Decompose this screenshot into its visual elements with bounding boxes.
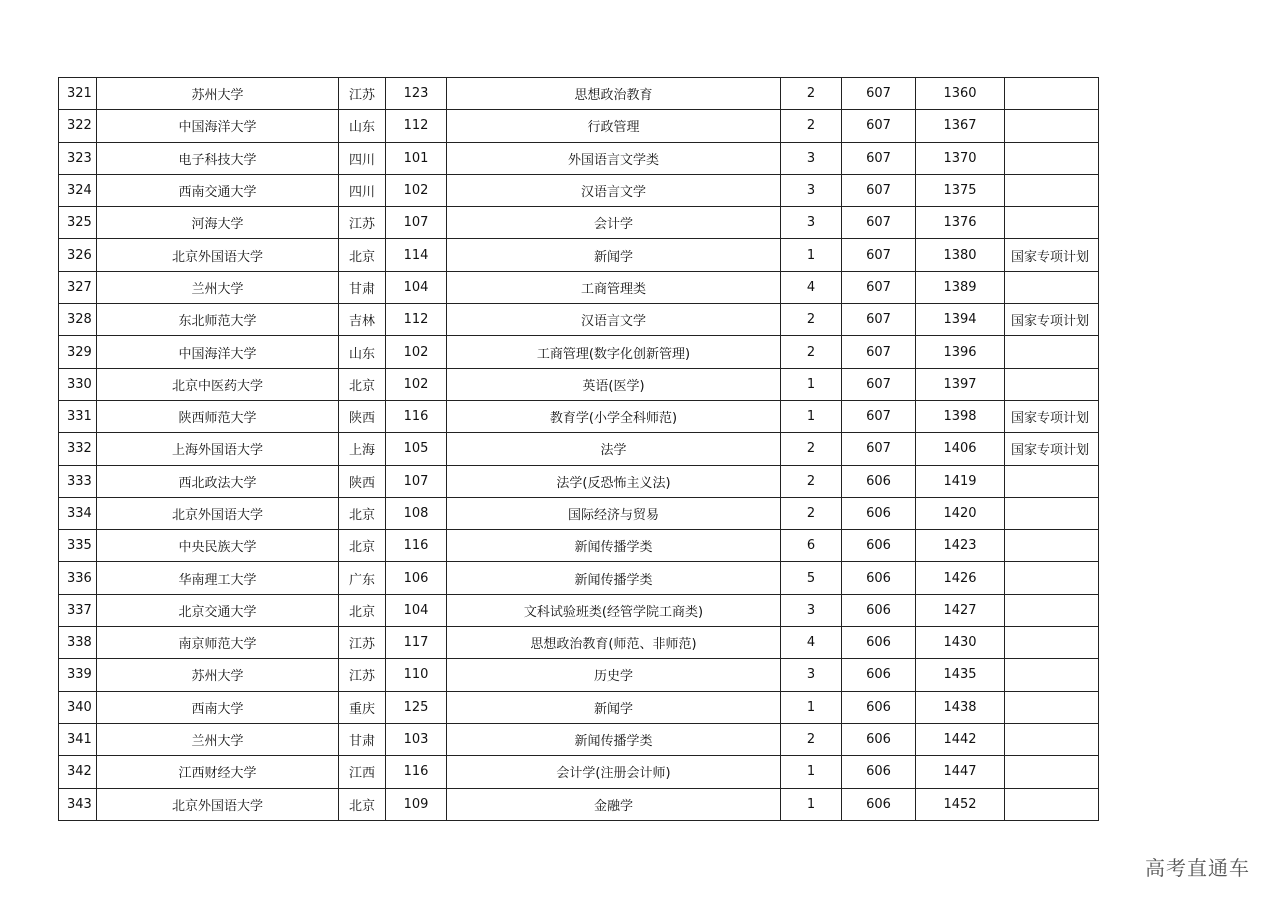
rank-cell: 335 bbox=[59, 530, 97, 562]
major-cell: 行政管理 bbox=[447, 110, 781, 142]
code-cell: 102 bbox=[386, 174, 447, 206]
plan-count-cell: 1 bbox=[781, 691, 842, 723]
rank-cell: 322 bbox=[59, 110, 97, 142]
score-cell: 606 bbox=[842, 627, 916, 659]
code-cell: 116 bbox=[386, 400, 447, 432]
score-cell: 606 bbox=[842, 788, 916, 820]
plan-count-cell: 3 bbox=[781, 174, 842, 206]
university-cell: 上海外国语大学 bbox=[97, 433, 339, 465]
plan-count-cell: 3 bbox=[781, 659, 842, 691]
score-cell: 606 bbox=[842, 594, 916, 626]
note-cell bbox=[1005, 174, 1099, 206]
note-cell: 国家专项计划 bbox=[1005, 304, 1099, 336]
score-cell: 607 bbox=[842, 174, 916, 206]
table-row bbox=[59, 336, 1099, 368]
major-cell: 新闻学 bbox=[447, 239, 781, 271]
rank-cell: 340 bbox=[59, 691, 97, 723]
code-cell: 108 bbox=[386, 497, 447, 529]
position-cell: 1427 bbox=[916, 594, 1005, 626]
table-row bbox=[59, 497, 1099, 529]
table-body bbox=[59, 78, 1099, 821]
university-cell: 中国海洋大学 bbox=[97, 110, 339, 142]
university-cell: 北京外国语大学 bbox=[97, 497, 339, 529]
rank-cell: 333 bbox=[59, 465, 97, 497]
province-cell: 上海 bbox=[339, 433, 386, 465]
rank-cell: 338 bbox=[59, 627, 97, 659]
position-cell: 1442 bbox=[916, 723, 1005, 755]
position-cell: 1397 bbox=[916, 368, 1005, 400]
province-cell: 四川 bbox=[339, 174, 386, 206]
table-row bbox=[59, 756, 1099, 788]
province-cell: 北京 bbox=[339, 239, 386, 271]
code-cell: 107 bbox=[386, 465, 447, 497]
code-cell: 102 bbox=[386, 336, 447, 368]
score-cell: 607 bbox=[842, 400, 916, 432]
note-cell: 国家专项计划 bbox=[1005, 433, 1099, 465]
code-cell: 117 bbox=[386, 627, 447, 659]
university-cell: 西南大学 bbox=[97, 691, 339, 723]
position-cell: 1447 bbox=[916, 756, 1005, 788]
score-cell: 606 bbox=[842, 530, 916, 562]
major-cell: 历史学 bbox=[447, 659, 781, 691]
rank-cell: 341 bbox=[59, 723, 97, 755]
major-cell: 英语(医学) bbox=[447, 368, 781, 400]
plan-count-cell: 2 bbox=[781, 723, 842, 755]
table-row bbox=[59, 142, 1099, 174]
note-cell: 国家专项计划 bbox=[1005, 400, 1099, 432]
position-cell: 1423 bbox=[916, 530, 1005, 562]
code-cell: 104 bbox=[386, 594, 447, 626]
rank-cell: 336 bbox=[59, 562, 97, 594]
university-cell: 苏州大学 bbox=[97, 78, 339, 110]
rank-cell: 323 bbox=[59, 142, 97, 174]
code-cell: 116 bbox=[386, 756, 447, 788]
major-cell: 新闻学 bbox=[447, 691, 781, 723]
province-cell: 山东 bbox=[339, 110, 386, 142]
university-cell: 中央民族大学 bbox=[97, 530, 339, 562]
code-cell: 107 bbox=[386, 207, 447, 239]
rank-cell: 331 bbox=[59, 400, 97, 432]
rank-cell: 330 bbox=[59, 368, 97, 400]
code-cell: 109 bbox=[386, 788, 447, 820]
score-cell: 607 bbox=[842, 239, 916, 271]
plan-count-cell: 3 bbox=[781, 594, 842, 626]
major-cell: 新闻传播学类 bbox=[447, 530, 781, 562]
rank-cell: 332 bbox=[59, 433, 97, 465]
province-cell: 吉林 bbox=[339, 304, 386, 336]
major-cell: 会计学 bbox=[447, 207, 781, 239]
score-cell: 606 bbox=[842, 756, 916, 788]
rank-cell: 334 bbox=[59, 497, 97, 529]
table-row bbox=[59, 239, 1099, 271]
university-cell: 北京外国语大学 bbox=[97, 239, 339, 271]
note-cell bbox=[1005, 497, 1099, 529]
province-cell: 四川 bbox=[339, 142, 386, 174]
plan-count-cell: 2 bbox=[781, 304, 842, 336]
plan-count-cell: 2 bbox=[781, 110, 842, 142]
university-cell: 兰州大学 bbox=[97, 723, 339, 755]
university-cell: 江西财经大学 bbox=[97, 756, 339, 788]
rank-cell: 321 bbox=[59, 78, 97, 110]
score-cell: 606 bbox=[842, 691, 916, 723]
score-cell: 607 bbox=[842, 336, 916, 368]
university-cell: 河海大学 bbox=[97, 207, 339, 239]
position-cell: 1367 bbox=[916, 110, 1005, 142]
university-cell: 兰州大学 bbox=[97, 271, 339, 303]
table-row bbox=[59, 530, 1099, 562]
table-row bbox=[59, 110, 1099, 142]
major-cell: 思想政治教育 bbox=[447, 78, 781, 110]
note-cell bbox=[1005, 788, 1099, 820]
table-row bbox=[59, 659, 1099, 691]
table-row bbox=[59, 368, 1099, 400]
score-cell: 607 bbox=[842, 368, 916, 400]
university-cell: 东北师范大学 bbox=[97, 304, 339, 336]
plan-count-cell: 1 bbox=[781, 400, 842, 432]
plan-count-cell: 4 bbox=[781, 627, 842, 659]
major-cell: 思想政治教育(师范、非师范) bbox=[447, 627, 781, 659]
province-cell: 广东 bbox=[339, 562, 386, 594]
code-cell: 112 bbox=[386, 304, 447, 336]
position-cell: 1430 bbox=[916, 627, 1005, 659]
code-cell: 116 bbox=[386, 530, 447, 562]
note-cell bbox=[1005, 691, 1099, 723]
major-cell: 文科试验班类(经管学院工商类) bbox=[447, 594, 781, 626]
major-cell: 汉语言文学 bbox=[447, 304, 781, 336]
province-cell: 北京 bbox=[339, 497, 386, 529]
note-cell bbox=[1005, 627, 1099, 659]
code-cell: 105 bbox=[386, 433, 447, 465]
note-cell bbox=[1005, 271, 1099, 303]
rank-cell: 324 bbox=[59, 174, 97, 206]
score-cell: 606 bbox=[842, 659, 916, 691]
plan-count-cell: 2 bbox=[781, 497, 842, 529]
score-cell: 607 bbox=[842, 271, 916, 303]
rank-cell: 339 bbox=[59, 659, 97, 691]
plan-count-cell: 1 bbox=[781, 368, 842, 400]
major-cell: 工商管理(数字化创新管理) bbox=[447, 336, 781, 368]
university-cell: 南京师范大学 bbox=[97, 627, 339, 659]
code-cell: 102 bbox=[386, 368, 447, 400]
score-cell: 606 bbox=[842, 465, 916, 497]
university-cell: 中国海洋大学 bbox=[97, 336, 339, 368]
watermark-text: 高考直通车 bbox=[1145, 856, 1250, 880]
note-cell bbox=[1005, 110, 1099, 142]
position-cell: 1435 bbox=[916, 659, 1005, 691]
table-row bbox=[59, 304, 1099, 336]
plan-count-cell: 3 bbox=[781, 207, 842, 239]
score-cell: 607 bbox=[842, 433, 916, 465]
note-cell bbox=[1005, 142, 1099, 174]
code-cell: 101 bbox=[386, 142, 447, 174]
note-cell bbox=[1005, 594, 1099, 626]
major-cell: 新闻传播学类 bbox=[447, 562, 781, 594]
rank-cell: 337 bbox=[59, 594, 97, 626]
score-cell: 606 bbox=[842, 562, 916, 594]
table-row bbox=[59, 723, 1099, 755]
plan-count-cell: 6 bbox=[781, 530, 842, 562]
province-cell: 北京 bbox=[339, 530, 386, 562]
table-row bbox=[59, 691, 1099, 723]
table-row bbox=[59, 174, 1099, 206]
note-cell bbox=[1005, 465, 1099, 497]
major-cell: 国际经济与贸易 bbox=[447, 497, 781, 529]
note-cell bbox=[1005, 659, 1099, 691]
university-cell: 电子科技大学 bbox=[97, 142, 339, 174]
note-cell: 国家专项计划 bbox=[1005, 239, 1099, 271]
code-cell: 104 bbox=[386, 271, 447, 303]
table-row bbox=[59, 400, 1099, 432]
note-cell bbox=[1005, 530, 1099, 562]
code-cell: 125 bbox=[386, 691, 447, 723]
position-cell: 1420 bbox=[916, 497, 1005, 529]
position-cell: 1452 bbox=[916, 788, 1005, 820]
note-cell bbox=[1005, 723, 1099, 755]
code-cell: 110 bbox=[386, 659, 447, 691]
university-cell: 西南交通大学 bbox=[97, 174, 339, 206]
rank-cell: 326 bbox=[59, 239, 97, 271]
table-row bbox=[59, 465, 1099, 497]
plan-count-cell: 1 bbox=[781, 239, 842, 271]
province-cell: 陕西 bbox=[339, 465, 386, 497]
major-cell: 汉语言文学 bbox=[447, 174, 781, 206]
code-cell: 123 bbox=[386, 78, 447, 110]
province-cell: 甘肃 bbox=[339, 723, 386, 755]
table-row bbox=[59, 788, 1099, 820]
score-cell: 607 bbox=[842, 110, 916, 142]
rank-cell: 327 bbox=[59, 271, 97, 303]
note-cell bbox=[1005, 368, 1099, 400]
major-cell: 金融学 bbox=[447, 788, 781, 820]
code-cell: 112 bbox=[386, 110, 447, 142]
position-cell: 1394 bbox=[916, 304, 1005, 336]
rank-cell: 328 bbox=[59, 304, 97, 336]
position-cell: 1419 bbox=[916, 465, 1005, 497]
position-cell: 1406 bbox=[916, 433, 1005, 465]
major-cell: 工商管理类 bbox=[447, 271, 781, 303]
province-cell: 江苏 bbox=[339, 659, 386, 691]
score-cell: 607 bbox=[842, 78, 916, 110]
score-cell: 606 bbox=[842, 497, 916, 529]
table-row bbox=[59, 78, 1099, 110]
major-cell: 会计学(注册会计师) bbox=[447, 756, 781, 788]
note-cell bbox=[1005, 78, 1099, 110]
province-cell: 重庆 bbox=[339, 691, 386, 723]
table-row bbox=[59, 433, 1099, 465]
plan-count-cell: 2 bbox=[781, 433, 842, 465]
position-cell: 1438 bbox=[916, 691, 1005, 723]
plan-count-cell: 2 bbox=[781, 465, 842, 497]
position-cell: 1376 bbox=[916, 207, 1005, 239]
position-cell: 1380 bbox=[916, 239, 1005, 271]
plan-count-cell: 4 bbox=[781, 271, 842, 303]
plan-count-cell: 1 bbox=[781, 788, 842, 820]
position-cell: 1370 bbox=[916, 142, 1005, 174]
note-cell bbox=[1005, 336, 1099, 368]
score-cell: 607 bbox=[842, 207, 916, 239]
score-cell: 607 bbox=[842, 304, 916, 336]
table-row bbox=[59, 271, 1099, 303]
position-cell: 1398 bbox=[916, 400, 1005, 432]
position-cell: 1396 bbox=[916, 336, 1005, 368]
table-row bbox=[59, 562, 1099, 594]
major-cell: 新闻传播学类 bbox=[447, 723, 781, 755]
province-cell: 江苏 bbox=[339, 207, 386, 239]
major-cell: 法学 bbox=[447, 433, 781, 465]
table-row bbox=[59, 207, 1099, 239]
code-cell: 103 bbox=[386, 723, 447, 755]
province-cell: 江西 bbox=[339, 756, 386, 788]
plan-count-cell: 2 bbox=[781, 78, 842, 110]
university-cell: 陕西师范大学 bbox=[97, 400, 339, 432]
admission-table bbox=[58, 77, 1099, 821]
university-cell: 苏州大学 bbox=[97, 659, 339, 691]
code-cell: 114 bbox=[386, 239, 447, 271]
rank-cell: 343 bbox=[59, 788, 97, 820]
score-cell: 606 bbox=[842, 723, 916, 755]
plan-count-cell: 1 bbox=[781, 756, 842, 788]
province-cell: 江苏 bbox=[339, 78, 386, 110]
code-cell: 106 bbox=[386, 562, 447, 594]
province-cell: 江苏 bbox=[339, 627, 386, 659]
plan-count-cell: 2 bbox=[781, 336, 842, 368]
position-cell: 1360 bbox=[916, 78, 1005, 110]
rank-cell: 329 bbox=[59, 336, 97, 368]
province-cell: 甘肃 bbox=[339, 271, 386, 303]
table-row bbox=[59, 627, 1099, 659]
score-cell: 607 bbox=[842, 142, 916, 174]
table-row bbox=[59, 594, 1099, 626]
university-cell: 北京交通大学 bbox=[97, 594, 339, 626]
university-cell: 北京中医药大学 bbox=[97, 368, 339, 400]
plan-count-cell: 5 bbox=[781, 562, 842, 594]
rank-cell: 342 bbox=[59, 756, 97, 788]
note-cell bbox=[1005, 562, 1099, 594]
position-cell: 1426 bbox=[916, 562, 1005, 594]
plan-count-cell: 3 bbox=[781, 142, 842, 174]
province-cell: 陕西 bbox=[339, 400, 386, 432]
province-cell: 北京 bbox=[339, 788, 386, 820]
university-cell: 北京外国语大学 bbox=[97, 788, 339, 820]
position-cell: 1375 bbox=[916, 174, 1005, 206]
university-cell: 西北政法大学 bbox=[97, 465, 339, 497]
province-cell: 北京 bbox=[339, 594, 386, 626]
university-cell: 华南理工大学 bbox=[97, 562, 339, 594]
note-cell bbox=[1005, 756, 1099, 788]
major-cell: 教育学(小学全科师范) bbox=[447, 400, 781, 432]
note-cell bbox=[1005, 207, 1099, 239]
position-cell: 1389 bbox=[916, 271, 1005, 303]
major-cell: 法学(反恐怖主义法) bbox=[447, 465, 781, 497]
province-cell: 北京 bbox=[339, 368, 386, 400]
province-cell: 山东 bbox=[339, 336, 386, 368]
major-cell: 外国语言文学类 bbox=[447, 142, 781, 174]
rank-cell: 325 bbox=[59, 207, 97, 239]
